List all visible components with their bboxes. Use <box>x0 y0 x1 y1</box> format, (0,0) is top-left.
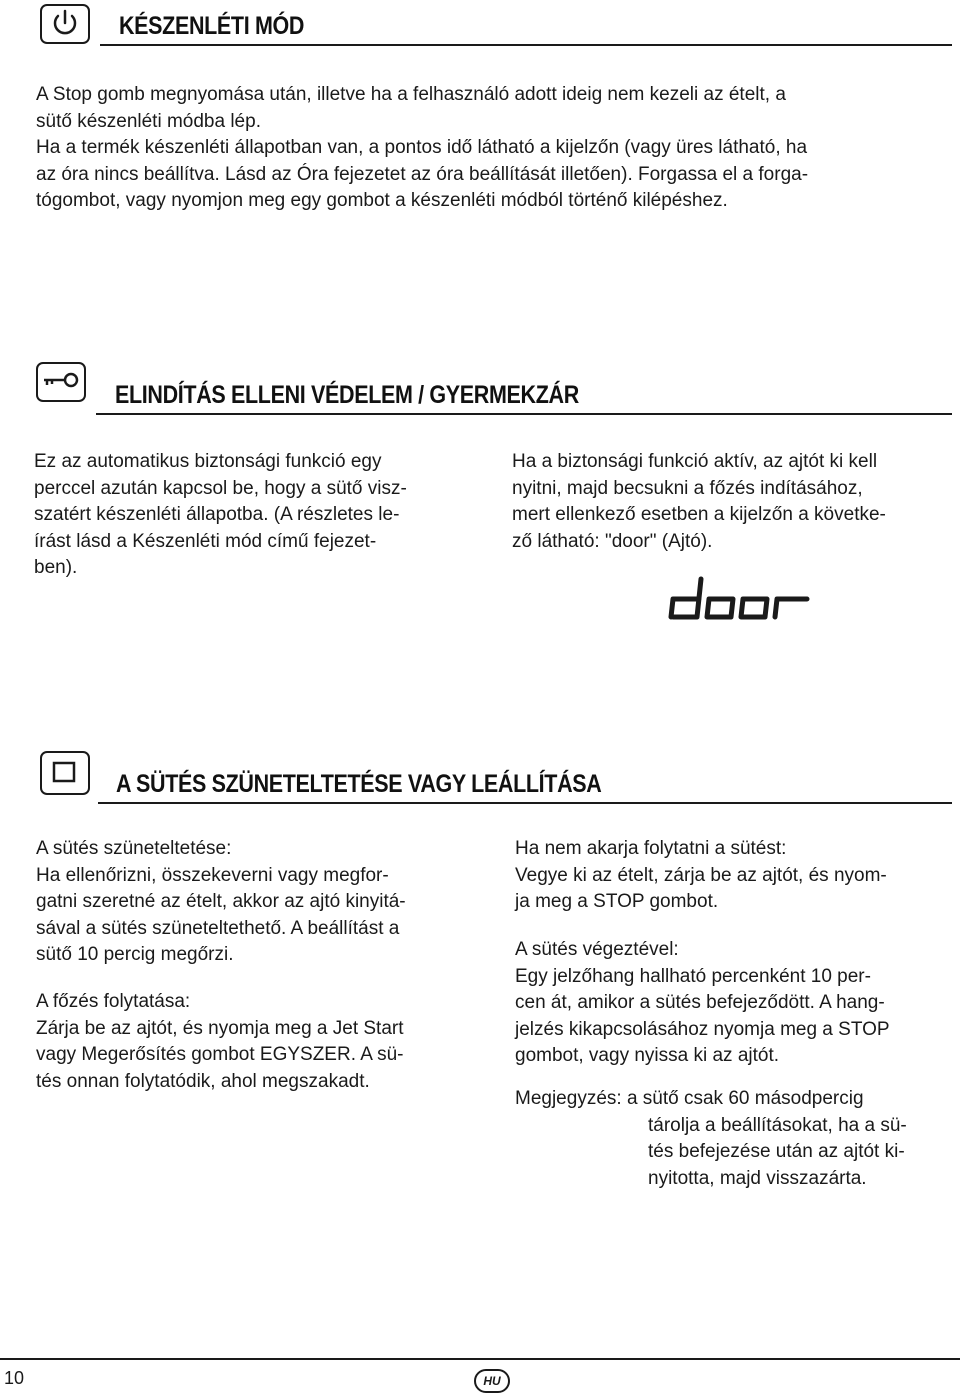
childlock-left-line: Ez az automatikus biztonsági funkció egy <box>34 451 382 472</box>
childlock-right-line: Ha a biztonsági funkció aktív, az ajtót ki kell <box>512 451 878 472</box>
childlock-right-line: mert ellenkező esetben a kijelzőn a követke- <box>512 504 886 525</box>
pause-left-line: A sütés szüneteltetése: <box>36 838 232 859</box>
pause-left-line: sával a sütés szüneteltethető. A beállítást a <box>36 917 400 939</box>
pause-title-rule <box>98 802 952 804</box>
standby-line: sütő készenléti módba lép. <box>36 110 261 132</box>
standby-line: az óra nincs beállítva. Lásd az Óra fejezetet az óra beállítását illetően). Forgassa el a forga- <box>36 163 809 185</box>
pause-right-block-1 <box>515 836 887 916</box>
pause-right-line: cen át, amikor a sütés befejeződött. A hang- <box>515 992 885 1013</box>
note-line: tárolja a beállításokat, ha a sü- <box>648 1114 907 1136</box>
power-icon <box>42 6 88 42</box>
pause-right-line: ja meg a STOP gombot. <box>515 891 719 912</box>
note-line: tés befejezése után az ajtót ki- <box>648 1141 905 1162</box>
stop-icon-box <box>40 751 90 795</box>
stop-square-icon <box>42 753 88 793</box>
pause-left-line: sütő 10 percig megőrzi. <box>36 944 234 965</box>
childlock-right-line: ző látható: "door" (Ajtó). <box>512 530 713 552</box>
pause-left-line: vagy Megerősítés gombot EGYSZER. A sü- <box>36 1044 404 1065</box>
standby-title-rule <box>100 44 952 46</box>
childlock-right-text <box>512 449 886 555</box>
pause-title: A SÜTÉS SZÜNETELTETÉSE VAGY LEÁLLÍTÁSA <box>116 770 602 798</box>
childlock-left-line: írást lásd a Készenléti mód című fejezet- <box>34 530 377 552</box>
footer-rule <box>0 1358 960 1360</box>
childlock-right-line: nyitni, majd becsukni a főzés indításához, <box>512 477 863 499</box>
pause-left-block-1 <box>36 836 406 969</box>
pause-left-line: A főzés folytatása: <box>36 991 191 1012</box>
pause-right-block-2 <box>515 937 890 1070</box>
pause-right-line: Egy jelzőhang hallható percenként 10 per- <box>515 965 871 987</box>
pause-left-line: Zárja be az ajtót, és nyomja meg a Jet Start <box>36 1017 404 1039</box>
childlock-title: ELINDÍTÁS ELLENI VÉDELEM / GYERMEKZÁR <box>115 381 579 409</box>
pause-right-line: Ha nem akarja folytatni a sütést: <box>515 838 787 859</box>
language-badge: HU <box>474 1369 510 1393</box>
childlock-left-line: perccel azután kapcsol be, hogy a sütő visz- <box>34 477 407 499</box>
note-line: nyitotta, majd visszazárta. <box>648 1167 867 1189</box>
standby-line: tógombot, vagy nyomjon meg egy gombot a készenléti módból történő kilépéshez. <box>36 190 728 211</box>
childlock-left-text <box>34 449 407 582</box>
standby-line: A Stop gomb megnyomása után, illetve ha a felhasználó adott ideig nem kezeli az ételt, a <box>36 84 786 105</box>
door-display <box>665 575 815 625</box>
pause-right-line: jelzés kikapcsolásához nyomja meg a STOP <box>515 1018 890 1040</box>
pause-right-line: Vegye ki az ételt, zárja be az ajtót, és nyom- <box>515 864 887 886</box>
key-icon <box>38 364 84 400</box>
childlock-title-rule <box>96 413 952 415</box>
page-number: 10 <box>4 1368 25 1388</box>
pause-left-line: Ha ellenőrizni, összekeverni vagy megfor- <box>36 864 389 886</box>
standby-line: Ha a termék készenléti állapotban van, a pontos idő látható a kijelzőn (vagy üres látható, ha <box>36 137 808 158</box>
standby-title: KÉSZENLÉTI MÓD <box>119 12 305 40</box>
pause-left-line: tés onnan folytatódik, ahol megszakadt. <box>36 1070 370 1092</box>
pause-right-line: gombot, vagy nyissa ki az ajtót. <box>515 1045 780 1066</box>
pause-right-line: A sütés végeztével: <box>515 939 679 960</box>
note-line: Megjegyzés: a sütő csak 60 másodpercig <box>515 1088 864 1109</box>
childlock-left-line: szatért készenléti állapotba. (A részletes le- <box>34 504 400 525</box>
power-icon-box <box>40 4 90 44</box>
pause-left-line: gatni szeretné az ételt, akkor az ajtó kinyitá- <box>36 891 406 912</box>
standby-paragraph <box>36 82 808 215</box>
pause-left-block-2 <box>36 989 404 1095</box>
key-icon-box <box>36 362 86 402</box>
pause-note <box>515 1086 907 1192</box>
childlock-left-line: ben). <box>34 557 78 578</box>
